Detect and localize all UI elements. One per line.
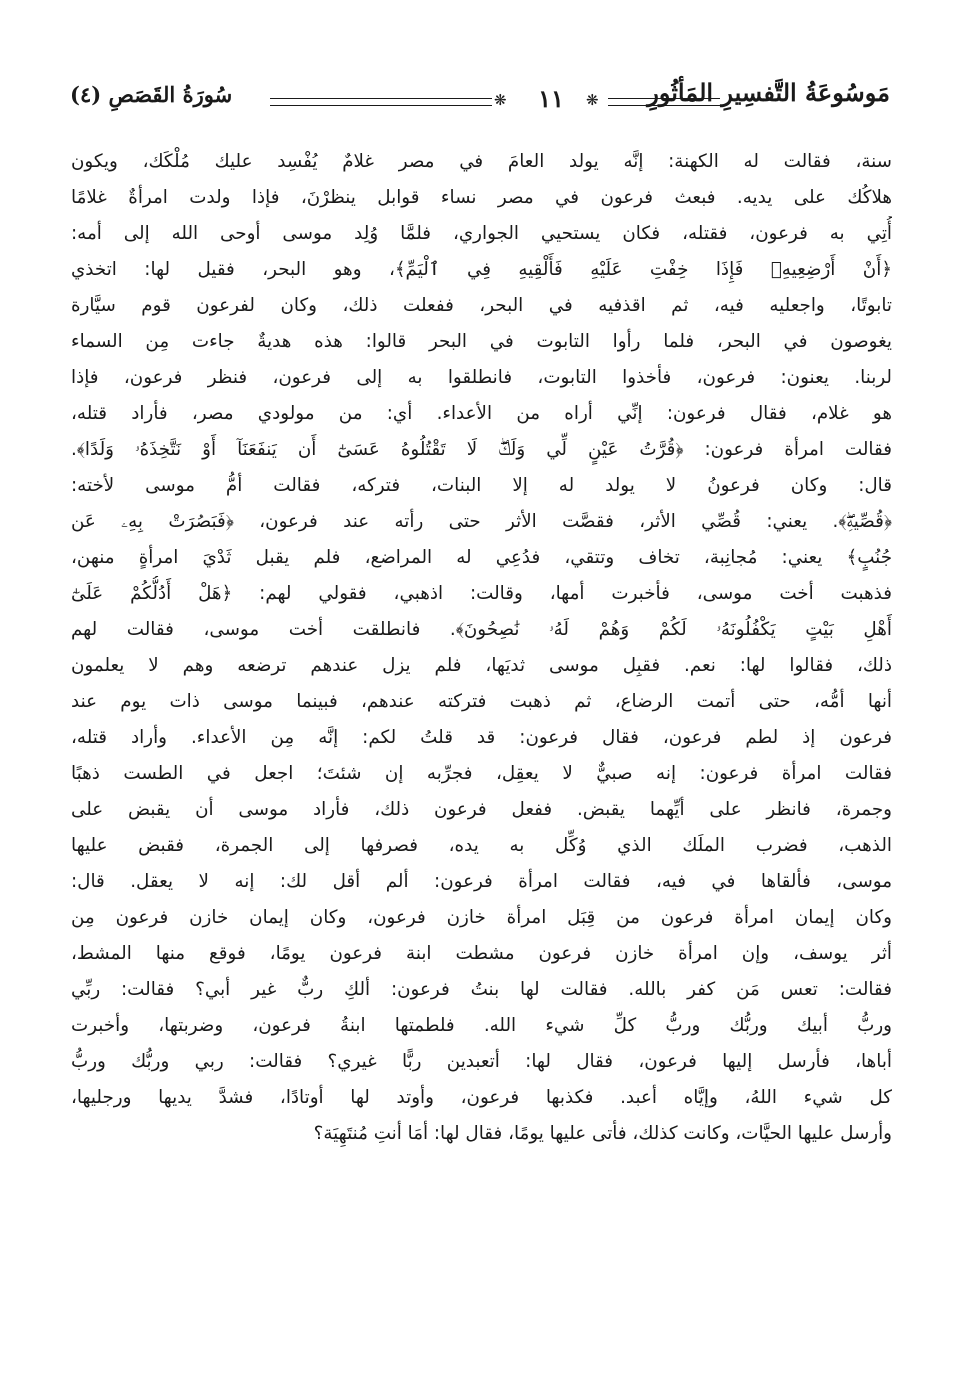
text-line: ذلك، فقالوا لها: نعم. فقبِل موسى ثديَها، فلم يزل عندهم ترضعه وهم لا يعلمون [71, 655, 892, 676]
page-number: ١١ [538, 84, 564, 113]
text-line: فقالت امرأة فرعون: ﴿قُرَّتُ عَيْنٍ لِّي وَلَكَۖ لَا تَقْتُلُوهُ عَسَىٰٓ أَن يَنفَعَنَآ أَوْ نَتَّخِذَهُۥ وَلَدًا﴾. [71, 439, 892, 460]
text-line: قال: وكان فرعونُ لا يولد له إلا البنات، فتركه، فقالت أمُّ موسى لأخته: [71, 475, 892, 496]
text-line: أَهْلِ بَيْتٍ يَكْفُلُونَهُۥ لَكُمْ وَهُمْ لَهُۥ نَٰصِحُونَ﴾. فانطلقت أخت موسى، فقالت لهم [71, 619, 892, 640]
text-line: لربنا. يعنون: فرعون، فأخذوا التابوت، فانطلقوا به إلى فرعون، فنظر فرعون، فإذا [71, 367, 892, 388]
text-line: يغوصون في البحر، فلما رأوا التابوت في البحر قالوا: هذه هديةٌ جاءت مِن السماء [71, 331, 892, 352]
text-line: وربُّ أبيك وربُّك وربُّ كلِّ شيء الله. فلطمتها ابنةُ فرعون، وضربتها، وأخبرت [71, 1015, 892, 1036]
text-line: سنة، فقالت له الكهنة: إنَّه يولد العامَ في مصر غلامٌ يُفْسِد عليك مُلْكَك، ويكون [71, 151, 892, 172]
text-line: أثر يوسف، وإن امرأة خازن فرعون مشطت ابنة فرعون يومًا، فوقع منها المشط، [71, 943, 892, 964]
text-line: أُتِي به فرعون، فقتله، فكان يستحيي الجواري، فلمَّا وُلِد موسى أوحى الله إلى أمه: [71, 223, 892, 244]
text-line: جُنُبٍ﴾ يعني: مُجانِبة، تخاف وتتقي، فدُعِي له المراضع، فلم يقبل ثَدْيَ امرأةٍ منهن، [71, 547, 892, 568]
text-line: ﴿أَنْ أَرْضِعِيهِۖ فَإِذَا خِفْتِ عَلَيْهِ فَأَلْقِيهِ فِي ٱلْيَمِّ﴾، وهو البحر، فقيل لها: اتخذي [71, 259, 892, 280]
header-rule-left [270, 98, 492, 106]
ornament-left: ❋ [494, 91, 507, 109]
text-line: وأرسل عليها الحيَّات، وكانت كذلك، فأتى عليها يومًا، فقال لها: أمَا أنتِ مُنتَهِيَة؟ [313, 1123, 892, 1144]
body-text [71, 144, 892, 1336]
text-line: تابوتًا، واجعليه فيه، ثم اقذفيه في البحر، ففعلت ذلك، وكان لفرعون قوم سيَّارة [71, 295, 892, 316]
book-title: مَوسُوعَةُ التَّفسِيرِ المَأثُورِ [647, 78, 890, 107]
text-line: أنها أمُّه، حتى أتمت الرضاع، ثم ذهبت فتركته عندهم، فبينما موسى ذات يوم عند [71, 691, 892, 712]
text-line: فقالت امرأة فرعون: إنه صبيٌّ لا يعقِل، فجرِّبه إن شئتَ؛ اجعل في الطست ذهبًا [71, 763, 892, 784]
text-line: هلاكُك على يديه. فبعث فرعون في مصر نساء قوابل ينظرْنَ، فإذا ولدت امرأةٌ غلامًا [71, 187, 892, 208]
text-line: فرعون إذ لطم فرعون، فقال فرعون: قد قلتُ لكم: إنَّه مِن الأعداء. وأراد قتله، [71, 727, 892, 748]
surah-title: سُورَةُ القَصَصِ (٤) [70, 82, 233, 107]
text-line: وكان إيمان امرأة فرعون من قِبَل امرأة خازن فرعون، وكان إيمان خازن فرعون مِن [71, 907, 892, 928]
text-line: ﴿قُصِّيهِۖ﴾. يعني: قُصِّي الأثر، فقصَّت الأثر حتى رأته عند فرعون، ﴿فَبَصُرَتْ بِهِۦ عَن [71, 511, 892, 532]
text-line: فقالت: تعس مَن كفر بالله. فقالت لها بنتُ فرعون: ألكِ ربٌّ غير أبي؟ فقالت: ربِّي [71, 979, 892, 1000]
text-line: هو غلام، فقال فرعون: إنِّي أراه من الأعداء. أي: من مولودي مصر، فأراد قتله، [71, 403, 892, 424]
ornament-right: ❋ [586, 91, 599, 109]
page-header [70, 78, 890, 122]
text-line: وجمرة، فانظر على أيِّهما يقبض. ففعل فرعون ذلك، فأراد موسى أن يقبض على [71, 799, 892, 820]
text-line: أباها، فأرسل إليها فرعون، فقال لها: أتعبدين ربًّا غيري؟ فقالت: ربي وربُّك وربُّ [71, 1051, 892, 1072]
text-line: موسى، فألقاها في فيه، فقالت امرأة فرعون: ألم أقل لك: إنه لا يعقل. قال: [71, 871, 892, 892]
text-line: فذهبت أخت موسى، فأخبرت أمها، وقالت: اذهبي، فقولي لهم: ﴿هَلْ أَدُلُّكُمْ عَلَىٰٓ [71, 583, 892, 604]
text-line: الذهب، فضرب الملَك الذي وُكِّل به يده، فصرفها إلى الجمرة، فقبض عليها [71, 835, 892, 856]
text-line: كل شيء اللهُ، وإيَّاه أعبد. فكذبها فرعون، وأوتد لها أوتادًا، فشدَّ يديها ورجليها، [71, 1087, 892, 1108]
